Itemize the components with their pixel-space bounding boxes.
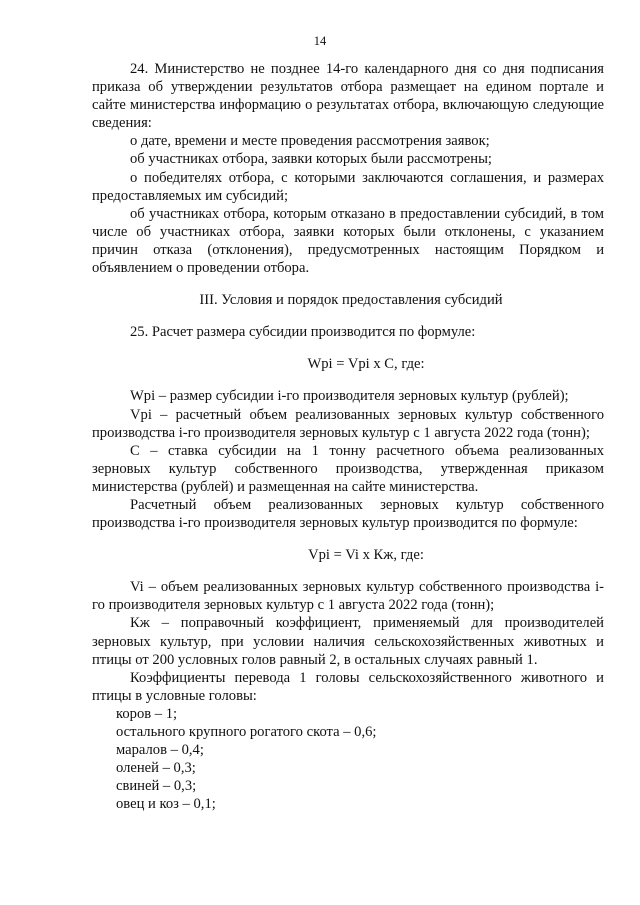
coefficient-item: свиней – 0,3;: [116, 778, 197, 795]
page-number: 14: [313, 34, 327, 48]
paragraph-24-item: об участниках отбора, которым отказано в предоставлении субсидий, в том числе об участниках отбора, заявки которых были отклонены, с указанием причин отказа (отклонения), предусмотренных настоящим Порядком и объявлением о проведении отбора.: [92, 205, 604, 277]
paragraph-volume: Расчетный объем реализованных зерновых культур собственного производства i-го производителя зерновых культур производится по формуле:: [92, 496, 604, 532]
definition-item: Vi – объем реализованных зерновых культур собственного производства i-го производителя зерновых культур с 1 августа 2022 года (тонн);: [92, 579, 604, 614]
paragraph-coefficients: Коэффициенты перевода 1 головы сельскохозяйственного животного и птицы в условные головы:: [92, 669, 604, 704]
coefficient-item: оленей – 0,3;: [116, 760, 196, 777]
paragraph-24-item: об участниках отбора, заявки которых были рассмотрены;: [130, 151, 492, 168]
paragraph-25: 25. Расчет размера субсидии производится по формуле:: [130, 324, 476, 341]
document-body: [92, 60, 604, 813]
section-heading: III. Условия и порядок предоставления субсидий: [199, 292, 503, 309]
formula-subsidy: Wpi = Vpi x C, где:: [307, 356, 425, 373]
definition-item: C – ставка субсидии на 1 тонну расчетного объема реализованных зерновых культур собственного производства, утвержденная приказом министерства (рублей) и размещенная на сайте министерства.: [92, 442, 604, 495]
coefficient-item: овец и коз – 0,1;: [116, 796, 216, 813]
definition-item: Vpi – расчетный объем реализованных зерновых культур собственного производства i-го производителя зерновых культур с 1 августа 2022 года (тонн);: [92, 406, 604, 441]
definition-item: Wpi – размер субсидии i-го производителя зерновых культур (рублей);: [130, 388, 569, 405]
coefficient-item: маралов – 0,4;: [116, 742, 204, 759]
paragraph-24: 24. Министерство не позднее 14-го календарного дня со дня подписания приказа об утверждении результатов отбора размещает на едином портале и сайте министерства информацию о результатах отбора, включающую следующие сведения:: [92, 61, 604, 132]
definition-item: Кж – поправочный коэффициент, применяемый для производителей зерновых культур, при условии наличия сельскохозяйственных животных и птицы от 200 условных голов равный 2, в остальных случаях равный 1.: [92, 615, 604, 668]
paragraph-24-item: о дате, времени и месте проведения рассмотрения заявок;: [130, 133, 490, 150]
coefficient-item: коров – 1;: [116, 705, 178, 722]
coefficient-item: остального крупного рогатого скота – 0,6;: [116, 724, 377, 740]
formula-volume: Vpi = Vi x Кж, где:: [308, 547, 424, 564]
paragraph-24-item: о победителях отбора, с которыми заключаются соглашения, и размерах предоставляемых им субсидий;: [92, 169, 604, 204]
